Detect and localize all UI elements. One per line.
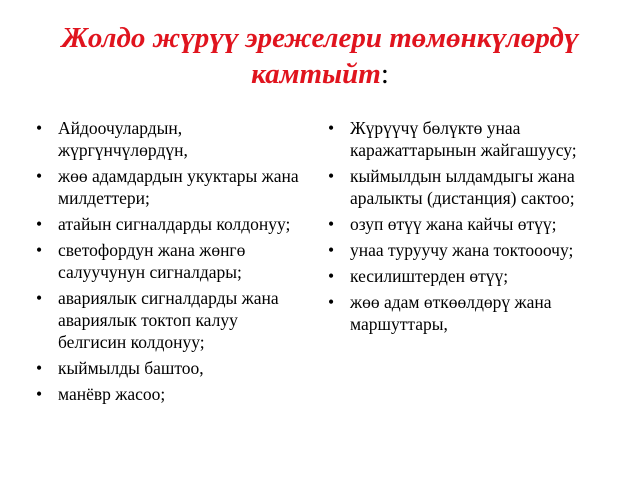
list-item-text: унаа туруучу жана токтооочу; [350, 240, 574, 260]
list-item-text: озуп өтүү жана кайчы өтүү; [350, 214, 557, 234]
bullet-icon: • [36, 384, 43, 404]
left-bullet-list [36, 117, 310, 409]
list-item [36, 383, 310, 405]
list-item [36, 213, 310, 235]
bullet-icon: • [36, 214, 43, 234]
list-item [328, 291, 618, 335]
bullet-icon: • [36, 118, 43, 138]
list-item [328, 213, 618, 235]
list-item-text: жөө адамдардын укуктары жана милдеттери; [58, 166, 299, 208]
bullet-icon: • [328, 166, 335, 186]
list-item-text: манёвр жасоо; [58, 384, 166, 404]
list-item [328, 165, 618, 209]
list-item [36, 239, 310, 283]
bullet-icon: • [328, 214, 335, 234]
list-item [328, 239, 618, 261]
list-item-text: жөө адам өткөөлдөрү жана маршуттары, [350, 292, 552, 334]
title-colon: : [380, 58, 389, 90]
bullet-icon: • [36, 288, 43, 308]
list-item-text: кыймылдын ылдамдыгы жана аралыкты (дистанция) сактоо; [350, 166, 575, 208]
list-item-text: Жүрүүчү бөлүктө унаа каражаттарынын жайгашуусу; [350, 118, 577, 160]
list-item [36, 287, 310, 353]
list-item [36, 165, 310, 209]
slide-title [20, 20, 620, 92]
bullet-icon: • [36, 166, 43, 186]
list-item-text: атайын сигналдарды колдонуу; [58, 214, 291, 234]
bullet-icon: • [36, 358, 43, 378]
list-item-text: кесилиштерден өтүү; [350, 266, 509, 286]
list-item [328, 265, 618, 287]
bullet-icon: • [328, 292, 335, 312]
list-item-text: Айдоочулардын, жүргүнчүлөрдүн, [58, 118, 188, 160]
bullet-icon: • [36, 240, 43, 260]
title-text: Жолдо жүрүү эрежелери төмөнкүлөрдү камтыйт [61, 22, 579, 90]
list-item-text: светофордун жана жөнгө салуучунун сигналдары; [58, 240, 246, 282]
list-item [328, 117, 618, 161]
bullet-icon: • [328, 266, 335, 286]
list-item [36, 357, 310, 379]
right-bullet-list [328, 117, 618, 339]
bullet-icon: • [328, 240, 335, 260]
list-item-text: авариялык сигналдарды жана авариялык токтоп калуу белгисин колдонуу; [58, 288, 279, 352]
list-item-text: кыймылды баштоо, [58, 358, 204, 378]
list-item [36, 117, 310, 161]
bullet-icon: • [328, 118, 335, 138]
